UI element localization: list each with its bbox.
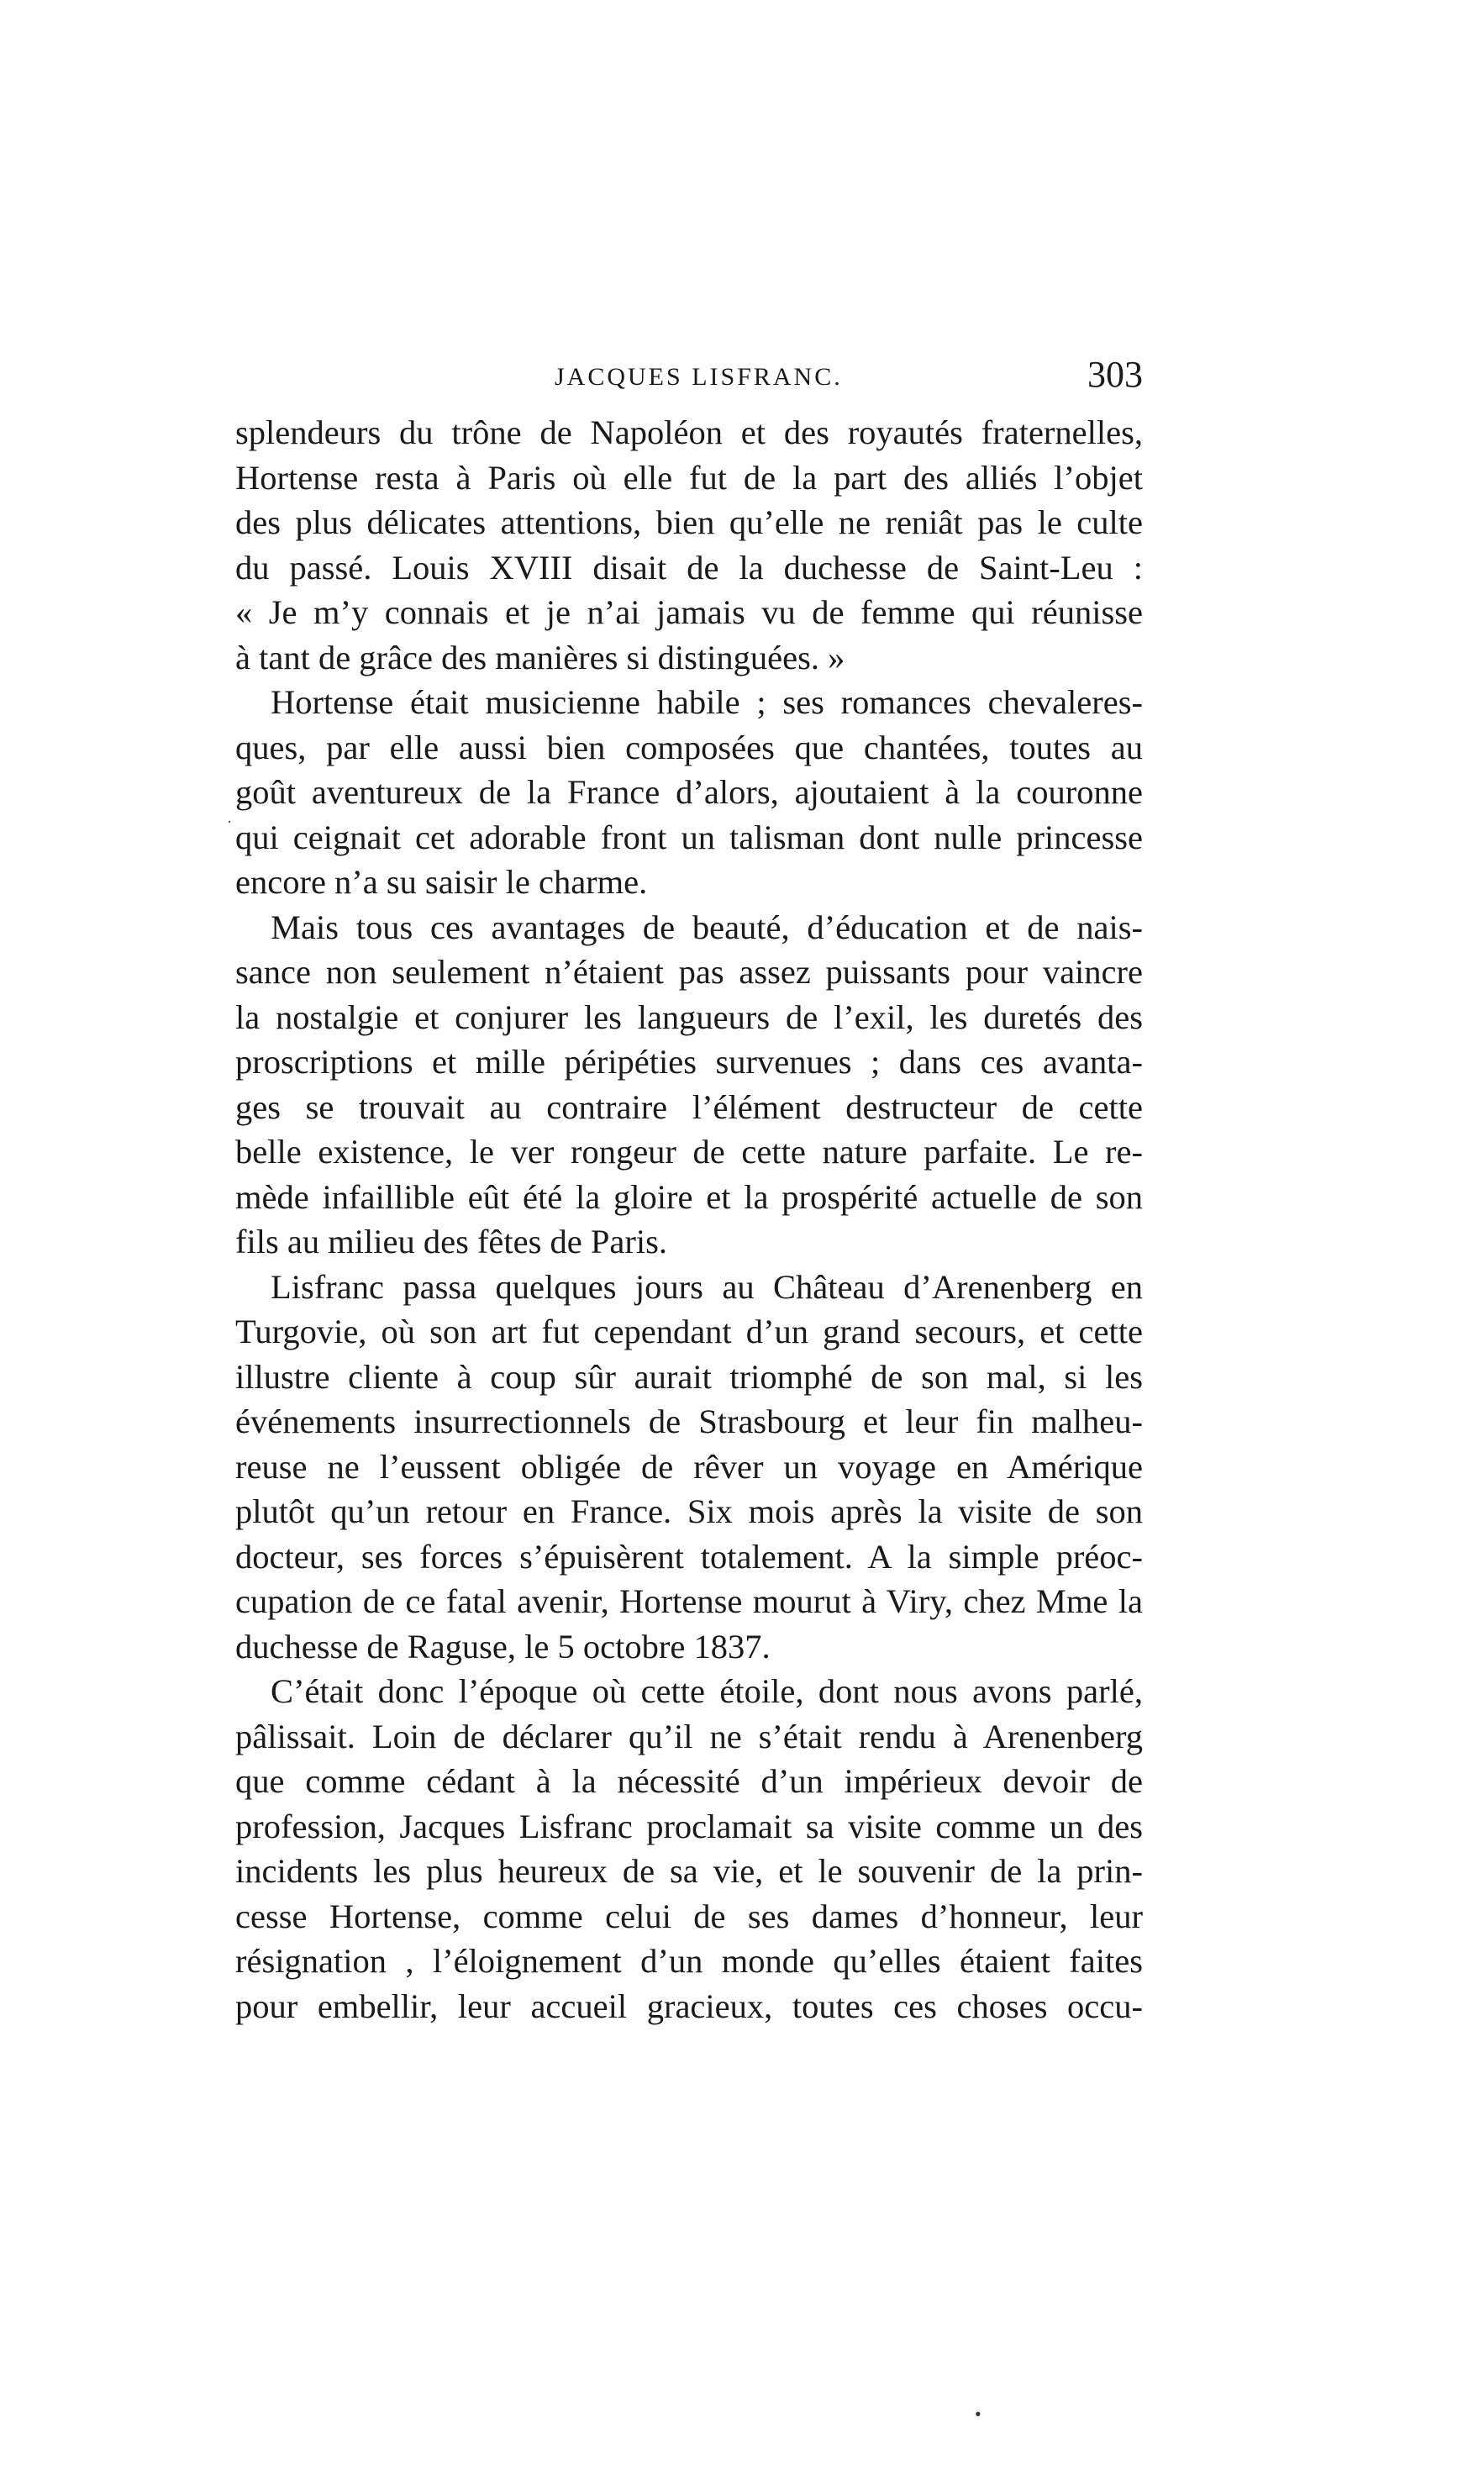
text-line: profession, Jacques Lisfranc proclamait sa visite comme un des bbox=[235, 1807, 1143, 1845]
text-line: du passé. Louis XVIII disait de la duchesse de Saint-Leu : bbox=[235, 548, 1143, 587]
text-line: docteur, ses forces s’épuisèrent totalement. A la simple préoc- bbox=[235, 1537, 1143, 1576]
text-line: duchesse de Raguse, le 5 octobre 1837. bbox=[235, 1627, 771, 1666]
text-line: encore n’a su saisir le charme. bbox=[235, 863, 648, 901]
text-line: des plus délicates attentions, bien qu’elle ne reniât pas le culte bbox=[235, 503, 1143, 541]
text-line: incidents les plus heureux de sa vie, et le souvenir de la prin- bbox=[235, 1852, 1143, 1890]
paragraph-first-line: Hortense était musicienne habile ; ses romances chevaleres- bbox=[271, 683, 1143, 721]
text-line: à tant de grâce des manières si distinguées. » bbox=[235, 638, 845, 676]
stray-dot-mark: · bbox=[227, 813, 232, 830]
text-line: Turgovie, où son art fut cependant d’un grand secours, et cette bbox=[235, 1313, 1143, 1350]
stray-dot-mark: • bbox=[975, 2403, 981, 2424]
text-line: événements insurrectionnels de Strasbourg et leur fin malheu- bbox=[235, 1402, 1143, 1440]
text-line: ques, par elle aussi bien composées que chantées, toutes au bbox=[235, 728, 1143, 766]
text-line: ges se trouvait au contraire l’élément destructeur de cette bbox=[235, 1087, 1143, 1126]
text-line: reuse ne l’eussent obligée de rêver un voyage en Amérique bbox=[235, 1447, 1143, 1486]
text-line: plutôt qu’un retour en France. Six mois après la visite de son bbox=[235, 1492, 1143, 1530]
text-line: illustre cliente à coup sûr aurait triomphé de son mal, si les bbox=[235, 1357, 1143, 1396]
text-line: résignation , l’éloignement d’un monde qu’elles étaient faites bbox=[235, 1942, 1143, 1980]
page-number: 303 bbox=[1087, 354, 1143, 395]
paragraph-first-line: Lisfranc passa quelques jours au Château d’Arenenberg en bbox=[271, 1267, 1143, 1306]
text-line: qui ceignait cet adorable front un talisman dont nulle princesse bbox=[235, 818, 1143, 856]
text-line: mède infaillible eût été la gloire et la prospérité actuelle de son bbox=[235, 1177, 1143, 1216]
text-line: pâlissait. Loin de déclarer qu’il ne s’était rendu à Arenenberg bbox=[235, 1717, 1143, 1755]
text-line: pour embellir, leur accueil gracieux, toutes ces choses occu- bbox=[235, 1987, 1143, 2025]
text-line: cesse Hortense, comme celui de ses dames d’honneur, leur bbox=[235, 1897, 1143, 1935]
body-text bbox=[235, 410, 1143, 2029]
paragraph-first-line: Mais tous ces avantages de beauté, d’éducation et de nais- bbox=[271, 908, 1143, 946]
text-line: que comme cédant à la nécessité d’un impérieux devoir de bbox=[235, 1762, 1143, 1800]
text-line: splendeurs du trône de Napoléon et des royautés fraternelles, bbox=[235, 413, 1143, 451]
text-line: Hortense resta à Paris où elle fut de la part des alliés l’objet bbox=[235, 458, 1143, 497]
text-line: proscriptions et mille péripéties survenues ; dans ces avanta- bbox=[235, 1043, 1143, 1081]
text-line: « Je m’y connais et je n’ai jamais vu de femme qui réunisse bbox=[235, 593, 1143, 631]
paragraph-first-line: C’était donc l’époque où cette étoile, dont nous avons parlé, bbox=[271, 1672, 1143, 1710]
page-header bbox=[235, 353, 1143, 403]
text-line: la nostalgie et conjurer les langueurs de l’exil, les duretés des bbox=[235, 997, 1143, 1036]
running-head: JACQUES LISFRANC. bbox=[555, 363, 843, 391]
text-line: goût aventureux de la France d’alors, ajoutaient à la couronne bbox=[235, 773, 1143, 811]
text-line: cupation de ce fatal avenir, Hortense mourut à Viry, chez Mme la bbox=[235, 1582, 1143, 1620]
text-line: fils au milieu des fêtes de Paris. bbox=[235, 1223, 668, 1260]
text-line: belle existence, le ver rongeur de cette nature parfaite. Le re- bbox=[235, 1133, 1143, 1171]
text-line: sance non seulement n’étaient pas assez puissants pour vaincre bbox=[235, 953, 1143, 991]
